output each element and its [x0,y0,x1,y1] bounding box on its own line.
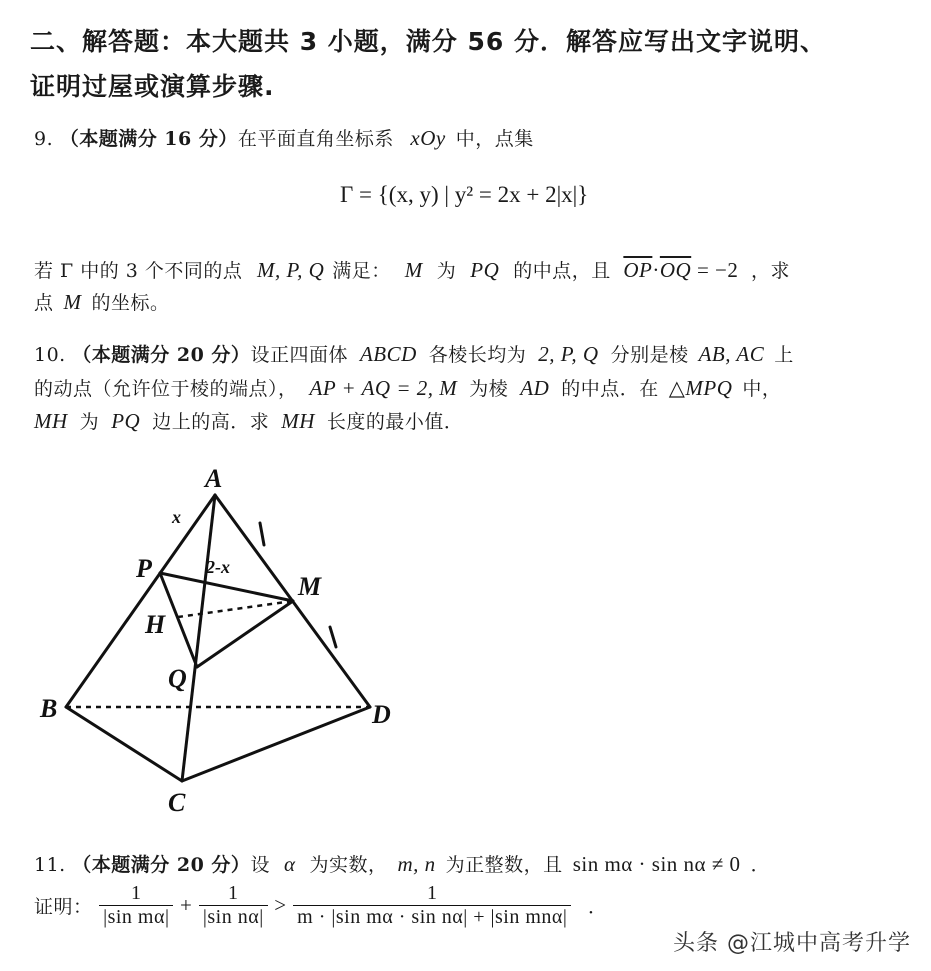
question-10-line1 [34,340,794,367]
question-9-line2 [34,256,790,283]
question-text: 中，点集 [455,128,534,150]
label-x-mark: x [172,507,181,527]
question-text: 点 [34,292,54,314]
label-c: C [168,788,186,817]
period: ． [587,896,608,918]
question-text: 的坐标。 [91,292,170,314]
math-equation: AP + AQ = 2, M [309,376,458,400]
question-text: 设 [250,854,270,876]
question-text: 满足： [332,260,391,282]
math-alpha: α [283,852,296,876]
question-text: 为 [79,411,100,433]
math-pq: PQ [111,409,141,433]
tetrahedron-figure [0,455,460,825]
tick-mark [330,627,336,647]
label-a: A [205,464,223,493]
question-text: 为 [436,260,457,282]
section-heading-line2: 证明过屋或演算步骤. [30,72,275,101]
question-9-line1 [34,124,534,151]
question-10-line3 [34,407,463,434]
question-text: ，求 [750,260,790,282]
question-text: 若 Γ 中的 3 个不同的点 [34,260,243,282]
vector-op: $\overline{OP}$ [623,258,653,282]
question-score: （本题满分 20 分） [72,344,251,366]
edge-cd [182,707,370,781]
math-ad: AD [520,376,550,400]
math-condition: sin mα · sin nα ≠ 0 [572,852,741,876]
question-11-proof [34,882,607,929]
question-text: 上 [774,344,794,366]
math-abcd: ABCD [359,342,417,366]
math-mn: m, n [397,852,436,876]
question-text: 分别是棱 [610,344,689,366]
question-text: 的中点，且 [513,260,611,282]
question-text: 长度的最小值． [326,411,464,433]
tick-mark [260,523,264,545]
question-text: 在平面直角坐标系 [237,128,394,150]
math-m: M [63,290,82,314]
question-text: 各棱长均为 [428,344,527,366]
segment-pq [160,573,197,667]
vector-oq: $\overline{OQ}$ [659,258,692,282]
question-text: 为棱 [469,378,509,400]
segment-qm [197,601,293,667]
question-text: ． [750,854,771,876]
label-two-minus-x: 2-x [206,557,230,577]
segment-pm [160,573,293,601]
fraction-numerator: 1 [199,882,268,906]
set-formula: Γ = {(x, y) | y² = 2x + 2|x|} [340,182,589,207]
label-h: H [145,610,166,639]
fraction-numerator: 1 [293,882,571,906]
question-score: （本题满分 16 分） [59,128,238,150]
equation-value: = −2 [696,258,739,282]
math-points: M, P, Q [256,258,325,282]
question-number: 9. [34,128,54,150]
fraction-numerator: 1 [99,882,173,906]
question-text: 中， [742,378,782,400]
label-b: B [40,694,58,723]
math-values: 2, P, Q [538,342,599,366]
question-number: 10. [34,344,66,366]
question-text: 设正四面体 [250,344,348,366]
question-text: 为实数， [309,854,388,876]
math-pq: PQ [470,258,500,282]
math-mh: MH [34,409,68,433]
question-10-line2 [34,374,781,401]
edge-bc [66,707,182,781]
gt-operator: > [274,893,287,917]
plus-operator: + [180,893,193,917]
label-m: M [298,572,322,601]
question-11-line1 [34,850,770,877]
math-triangle: △MPQ [668,376,733,400]
proof-label: 证明： [34,896,93,918]
watermark: 头条 @江城中高考升学 [673,931,911,956]
fraction-1 [99,882,173,929]
question-text: 的动点（允许位于棱的端点）， [34,378,298,400]
question-score: （本题满分 20 分） [72,854,251,876]
question-text: 为正整数，且 [445,854,563,876]
fraction-denominator: |sin nα| [202,906,264,928]
label-p: P [136,554,152,583]
question-text: 的中点．在 [561,378,659,400]
math-edges: AB, AC [698,342,765,366]
question-number: 11. [34,854,66,876]
fraction-2 [199,882,268,929]
fraction-denominator: |sin mα| [103,906,170,928]
fraction-denominator: m · |sin mα · sin nα| + |sin mnα| [297,906,568,928]
section-heading-line1: 二、解答题：本大题共 3 小题，满分 56 分．解答应写出文字说明、 [30,27,827,56]
dot-operator: · [652,258,660,282]
fraction-3 [293,882,571,929]
math-m: M [404,258,423,282]
label-q: Q [168,664,187,693]
math-xoy: xOy [410,126,446,150]
edge-ab [66,495,215,707]
question-9-line3 [34,288,170,315]
label-d: D [372,700,391,729]
math-mh: MH [281,409,315,433]
question-text: 边上的高．求 [152,411,270,433]
